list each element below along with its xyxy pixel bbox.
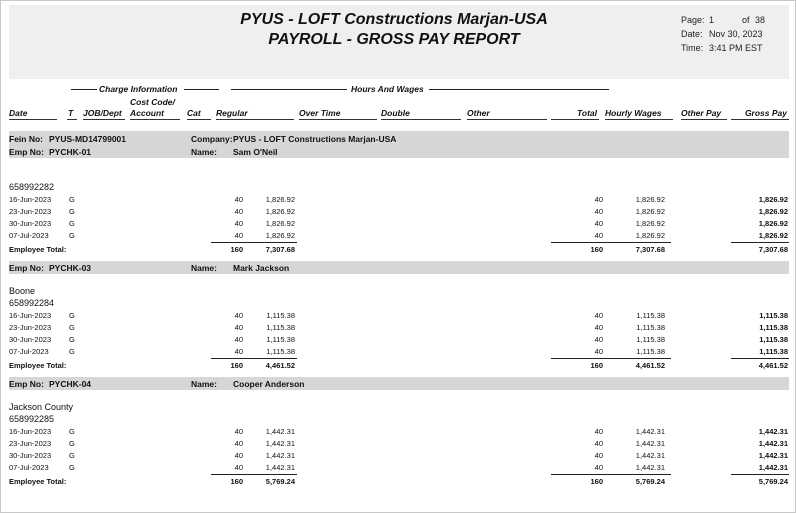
total-hourly-wages: 5,769.24 <box>635 477 665 486</box>
total-rule <box>211 474 297 475</box>
row-hourly-wages: 1,826.92 <box>635 207 665 216</box>
row-hourly-wages: 1,826.92 <box>635 195 665 204</box>
row-date: 07-Jul-2023 <box>9 463 49 472</box>
col-rule <box>216 119 294 120</box>
report-company-title: PYUS - LOFT Constructions Marjan-USA <box>240 11 548 28</box>
row-regular-hours: 40 <box>234 427 243 436</box>
row-total-hours: 40 <box>594 335 603 344</box>
row-type: G <box>69 463 75 472</box>
total-rule <box>551 474 671 475</box>
employee-location: Jackson County <box>9 402 74 412</box>
row-type: G <box>69 439 75 448</box>
col-type: T <box>68 108 74 118</box>
row-regular-amount: 1,442.31 <box>265 463 295 472</box>
hours-wages-rule-left <box>231 89 347 90</box>
employee-band <box>9 261 789 274</box>
total-hourly-wages: 4,461.52 <box>635 361 665 370</box>
col-rule <box>381 119 461 120</box>
row-date: 16-Jun-2023 <box>9 195 52 204</box>
report-title: PAYROLL - GROSS PAY REPORT <box>268 31 520 48</box>
total-rule <box>551 242 671 243</box>
total-regular-amount: 5,769.24 <box>265 477 295 486</box>
row-gross-pay: 1,442.31 <box>758 451 788 460</box>
emp-no-label: Emp No: <box>9 147 44 157</box>
row-total-hours: 40 <box>594 451 603 460</box>
row-date: 23-Jun-2023 <box>9 439 52 448</box>
col-rule <box>299 119 377 120</box>
total-regular-hours: 160 <box>230 245 243 254</box>
col-total: Total <box>577 108 597 118</box>
row-regular-hours: 40 <box>234 219 243 228</box>
total-gross-pay: 7,307.68 <box>758 245 788 254</box>
emp-name-label: Name: <box>191 147 217 157</box>
row-gross-pay: 1,115.38 <box>759 311 788 320</box>
emp-no-label: Emp No: <box>9 379 44 389</box>
hours-wages-rule-right <box>429 89 609 90</box>
row-regular-hours: 40 <box>234 311 243 320</box>
total-regular-amount: 4,461.52 <box>265 361 295 370</box>
col-regular: Regular <box>216 108 248 118</box>
total-hourly-wages: 7,307.68 <box>635 245 665 254</box>
row-gross-pay: 1,115.38 <box>759 323 788 332</box>
row-hourly-wages: 1,115.38 <box>636 323 665 332</box>
row-regular-amount: 1,115.38 <box>266 323 295 332</box>
date-label: Date: <box>681 29 703 39</box>
col-gross-pay: Gross Pay <box>744 108 787 118</box>
row-gross-pay: 1,826.92 <box>758 231 788 240</box>
total-hours: 160 <box>590 245 603 254</box>
row-total-hours: 40 <box>594 427 603 436</box>
row-regular-hours: 40 <box>234 451 243 460</box>
row-regular-amount: 1,826.92 <box>265 195 295 204</box>
total-hours: 160 <box>590 361 603 370</box>
emp-no-value: PYCHK-03 <box>49 263 92 273</box>
employee-account: 658992282 <box>9 182 55 192</box>
col-hourly-wages: Hourly Wages <box>605 108 662 118</box>
row-date: 07-Jul-2023 <box>9 347 49 356</box>
row-regular-amount: 1,115.38 <box>266 347 295 356</box>
row-type: G <box>69 231 75 240</box>
row-gross-pay: 1,442.31 <box>758 439 788 448</box>
row-total-hours: 40 <box>594 207 603 216</box>
report-time: 3:41 PM EST <box>709 43 763 53</box>
row-total-hours: 40 <box>594 195 603 204</box>
row-gross-pay: 1,115.38 <box>759 335 788 344</box>
page-total: 38 <box>755 15 766 25</box>
row-regular-amount: 1,442.31 <box>265 439 295 448</box>
col-other-pay: Other Pay <box>681 108 722 118</box>
row-total-hours: 40 <box>594 463 603 472</box>
total-rule <box>211 358 297 359</box>
page-of-label: of <box>742 15 750 25</box>
emp-no-label: Emp No: <box>9 263 44 273</box>
row-total-hours: 40 <box>594 439 603 448</box>
col-date: Date <box>9 108 28 118</box>
total-rule <box>211 242 297 243</box>
col-over-time: Over Time <box>299 108 341 118</box>
emp-name-label: Name: <box>191 379 217 389</box>
row-total-hours: 40 <box>594 231 603 240</box>
row-type: G <box>69 207 75 216</box>
row-type: G <box>69 347 75 356</box>
total-rule <box>551 358 671 359</box>
col-rule <box>551 119 599 120</box>
row-regular-hours: 40 <box>234 207 243 216</box>
total-regular-hours: 160 <box>230 477 243 486</box>
row-type: G <box>69 219 75 228</box>
row-total-hours: 40 <box>594 323 603 332</box>
emp-no-value: PYCHK-01 <box>49 147 92 157</box>
company-label: Company: <box>191 134 233 144</box>
row-date: 30-Jun-2023 <box>9 451 52 460</box>
row-regular-amount: 1,115.38 <box>266 311 295 320</box>
col-rule <box>130 119 180 120</box>
col-rule <box>681 119 727 120</box>
row-date: 16-Jun-2023 <box>9 427 52 436</box>
total-rule <box>731 242 789 243</box>
emp-name-value: Cooper Anderson <box>233 379 305 389</box>
row-hourly-wages: 1,826.92 <box>635 231 665 240</box>
total-rule <box>731 358 789 359</box>
row-date: 23-Jun-2023 <box>9 207 52 216</box>
row-gross-pay: 1,442.31 <box>758 463 788 472</box>
row-gross-pay: 1,442.31 <box>758 427 788 436</box>
total-gross-pay: 5,769.24 <box>758 477 788 486</box>
emp-name-value: Sam O'Neil <box>233 147 278 157</box>
row-total-hours: 40 <box>594 347 603 356</box>
page-number: 1 <box>709 15 715 25</box>
row-regular-hours: 40 <box>234 463 243 472</box>
row-regular-hours: 40 <box>234 439 243 448</box>
row-hourly-wages: 1,442.31 <box>635 463 665 472</box>
employee-account: 658992284 <box>9 298 55 308</box>
col-rule <box>83 119 125 120</box>
row-date: 30-Jun-2023 <box>9 219 52 228</box>
row-hourly-wages: 1,115.38 <box>636 347 665 356</box>
total-hours: 160 <box>590 477 603 486</box>
report-date: Nov 30, 2023 <box>709 29 763 39</box>
time-label: Time: <box>681 43 704 53</box>
charge-info-rule-right <box>184 89 219 90</box>
row-type: G <box>69 335 75 344</box>
employee-total-label: Employee Total: <box>9 477 67 486</box>
row-hourly-wages: 1,442.31 <box>635 427 665 436</box>
employee-total-label: Employee Total: <box>9 245 67 254</box>
row-total-hours: 40 <box>594 219 603 228</box>
charge-info-heading: Charge Information <box>99 84 178 94</box>
row-regular-amount: 1,115.38 <box>266 335 295 344</box>
row-hourly-wages: 1,826.92 <box>635 219 665 228</box>
total-regular-amount: 7,307.68 <box>265 245 295 254</box>
employee-account: 658992285 <box>9 414 55 424</box>
emp-name-value: Mark Jackson <box>233 263 290 273</box>
emp-name-label: Name: <box>191 263 217 273</box>
row-type: G <box>69 451 75 460</box>
row-regular-amount: 1,442.31 <box>265 427 295 436</box>
emp-no-value: PYCHK-04 <box>49 379 92 389</box>
col-job-dept: JOB/Dept <box>83 108 122 118</box>
total-rule <box>731 474 789 475</box>
row-type: G <box>69 427 75 436</box>
col-account: Account <box>130 108 164 118</box>
fein-label: Fein No: <box>9 134 43 144</box>
row-regular-amount: 1,826.92 <box>265 219 295 228</box>
total-regular-hours: 160 <box>230 361 243 370</box>
row-date: 23-Jun-2023 <box>9 323 52 332</box>
row-hourly-wages: 1,115.38 <box>636 335 665 344</box>
company-value: PYUS - LOFT Constructions Marjan-USA <box>233 134 397 144</box>
hours-wages-heading: Hours And Wages <box>351 84 424 94</box>
report-header <box>9 5 789 79</box>
row-gross-pay: 1,115.38 <box>759 347 788 356</box>
employee-total-label: Employee Total: <box>9 361 67 370</box>
row-regular-amount: 1,442.31 <box>265 451 295 460</box>
col-rule <box>187 119 211 120</box>
row-regular-hours: 40 <box>234 323 243 332</box>
row-date: 30-Jun-2023 <box>9 335 52 344</box>
col-rule <box>467 119 547 120</box>
row-type: G <box>69 323 75 332</box>
col-rule <box>605 119 673 120</box>
col-category: Cat <box>187 108 201 118</box>
row-regular-amount: 1,826.92 <box>265 207 295 216</box>
col-rule <box>67 119 77 120</box>
fein-value: PYUS-MD14799001 <box>49 134 127 144</box>
row-regular-hours: 40 <box>234 335 243 344</box>
row-hourly-wages: 1,442.31 <box>635 451 665 460</box>
row-type: G <box>69 311 75 320</box>
col-cost-code: Cost Code/ <box>130 97 175 107</box>
row-gross-pay: 1,826.92 <box>758 219 788 228</box>
employee-band <box>9 377 789 390</box>
col-other: Other <box>467 108 490 118</box>
page-label: Page: <box>681 15 705 25</box>
employee-location: Boone <box>9 286 36 296</box>
row-hourly-wages: 1,115.38 <box>636 311 665 320</box>
row-regular-amount: 1,826.92 <box>265 231 295 240</box>
row-gross-pay: 1,826.92 <box>758 195 788 204</box>
col-rule <box>9 119 57 120</box>
total-gross-pay: 4,461.52 <box>758 361 788 370</box>
row-type: G <box>69 195 75 204</box>
col-rule <box>731 119 789 120</box>
row-hourly-wages: 1,442.31 <box>635 439 665 448</box>
row-total-hours: 40 <box>594 311 603 320</box>
charge-info-rule-left <box>71 89 97 90</box>
row-regular-hours: 40 <box>234 347 243 356</box>
row-date: 16-Jun-2023 <box>9 311 52 320</box>
col-double: Double <box>381 108 410 118</box>
row-gross-pay: 1,826.92 <box>758 207 788 216</box>
row-date: 07-Jul-2023 <box>9 231 49 240</box>
row-regular-hours: 40 <box>234 195 243 204</box>
row-regular-hours: 40 <box>234 231 243 240</box>
